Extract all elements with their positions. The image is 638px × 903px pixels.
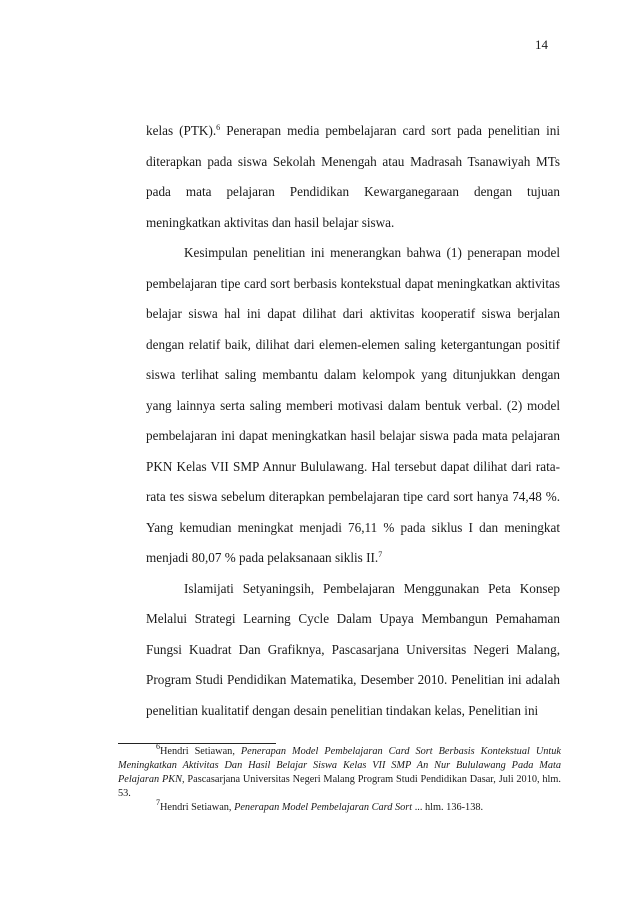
footnote-details: Pascasarjana Universitas Negeri Malang Program Studi Pendidikan Dasar, Juli 2010, hlm. 53. bbox=[118, 774, 561, 799]
paragraph-1 bbox=[146, 116, 560, 238]
paragraph-3 bbox=[146, 574, 560, 727]
paragraph-1-rest: Penerapan media pembelajaran card sort pada penelitian ini diterapkan pada siswa Sekolah Menengah atau Madrasah Tsanawiyah MTs pada mata pelajaran Pendidikan Kewarganegaraan dengan tujuan meningkatkan aktivitas dan hasil belajar siswa. bbox=[146, 123, 560, 230]
footnote-title: Penerapan Model Pembelajaran Card Sort bbox=[234, 802, 413, 813]
footnote-number: 7 bbox=[156, 798, 160, 807]
footnotes bbox=[118, 742, 561, 815]
footnote-7 bbox=[118, 798, 561, 815]
footnote-number: 6 bbox=[156, 742, 160, 751]
footnote-6 bbox=[118, 742, 561, 801]
footnote-separator bbox=[118, 743, 276, 744]
footnote-details: ... hlm. 136-138. bbox=[412, 802, 484, 813]
footnote-title: Penerapan Model Pembelajaran Card Sort Berbasis Kontekstual Untuk Meningkatkan Aktivitas Dan Hasil Belajar Siswa Kelas VII SMP An Nur Bululawang Pada Mata Pelajaran PKN, bbox=[118, 746, 561, 785]
footnote-author: Hendri Setiawan, bbox=[160, 746, 241, 757]
paragraph-2-text: Kesimpulan penelitian ini menerangkan bahwa (1) penerapan model pembelajaran tipe card sort berbasis kontekstual dapat meningkatkan aktivitas belajar siswa hal ini dapat dilihat dari aktivitas kooperatif siswa berjalan dengan relatif baik, dilihat dari elemen-elemen saling ketergantungan positif siswa terlihat saling membantu dalam kelompok yang ditunjukkan dengan yang lainnya serta saling memberi motivasi dalam bentuk verbal. (2) model pembelajaran ini dapat meningkatkan hasil belajar siswa pada mata pelajaran PKN Kelas VII SMP Annur Bululawang. Hal tersebut dapat dilihat dari rata-rata tes siswa sebelum diterapkan pembelajaran tipe card sort hanya 74,48 %. Yang kemudian meningkat menjadi 76,11 % pada siklus I dan meningkat menjadi 80,07 % pada pelaksanaan siklis II. bbox=[146, 245, 560, 565]
footnote-ref-6: 6 bbox=[216, 123, 221, 132]
footnote-ref-7: 7 bbox=[378, 550, 383, 559]
paragraph-3-text: Islamijati Setyaningsih, Pembelajaran Menggunakan Peta Konsep Melalui Strategi Learning Cycle Dalam Upaya Membangun Pemahaman Fungsi Kuadrat Dan Grafiknya, Pascasarjana Universitas Negeri Malang, Program Studi Pendidikan Matematika, Desember 2010. Penelitian ini adalah penelitian kualitatif dengan desain penelitian tindakan kelas, Penelitian ini bbox=[146, 580, 560, 718]
page-number: 14 bbox=[535, 37, 548, 52]
body-text bbox=[146, 116, 560, 726]
paragraph-2 bbox=[146, 238, 560, 574]
footnote-author: Hendri Setiawan, bbox=[160, 802, 235, 813]
paragraph-1-start: kelas (PTK). bbox=[146, 123, 217, 138]
